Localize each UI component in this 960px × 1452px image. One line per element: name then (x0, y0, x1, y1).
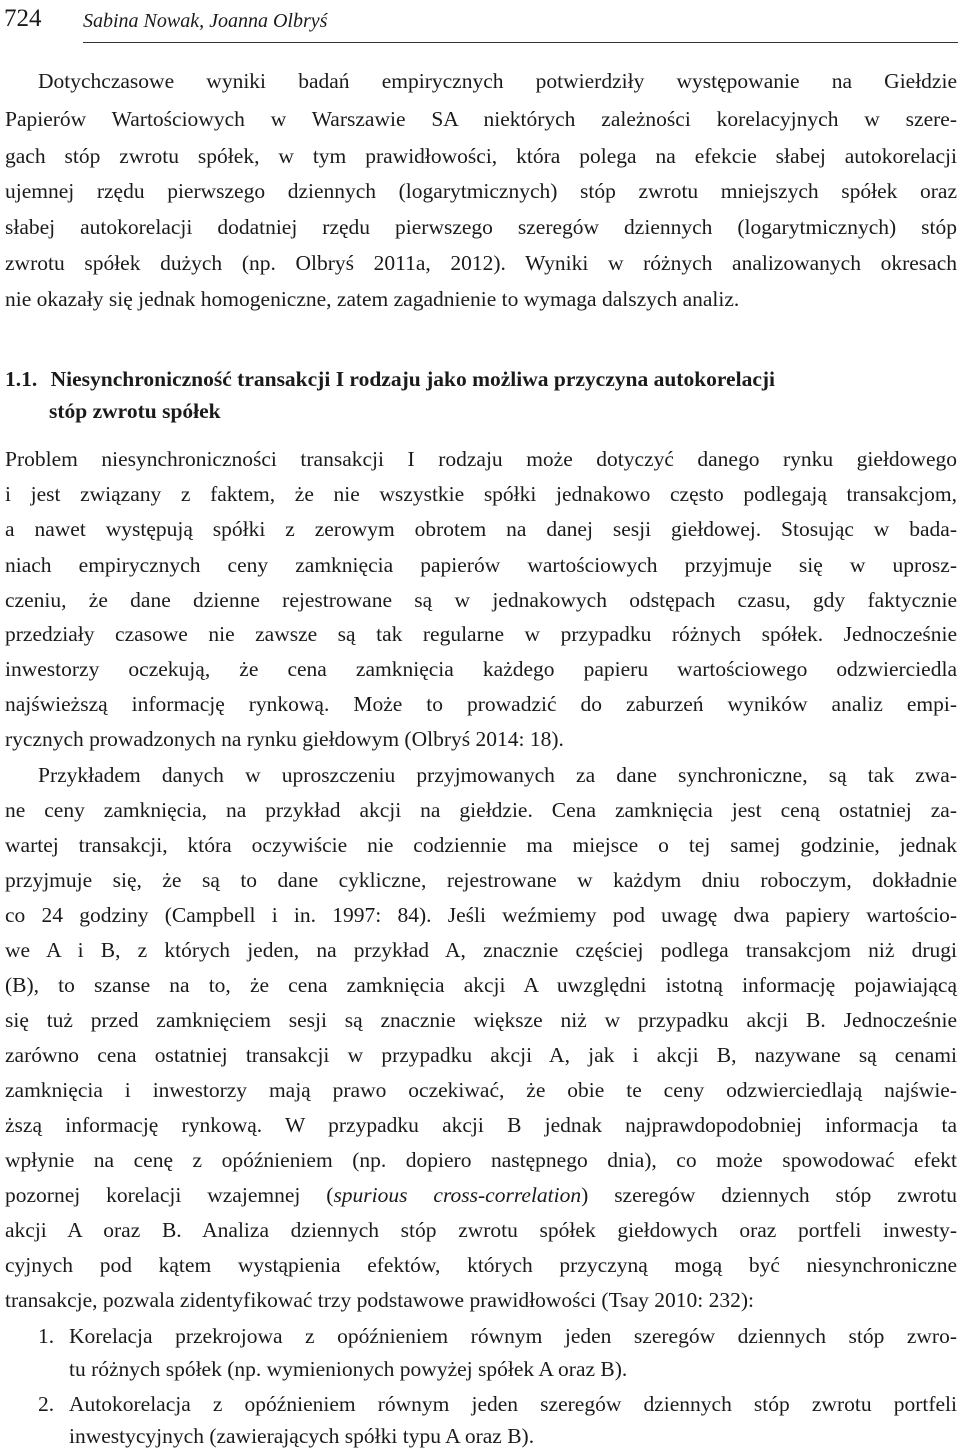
text-fragment: pozornej korelacji wzajemnej ( (5, 1183, 334, 1207)
list-item-line: Korelacja przekrojowa z opóźnieniem równym jeden szeregów dziennych stóp zwro- (69, 1324, 957, 1348)
text-line: Papierów Wartościowych w Warszawie SA niektórych zależności korelacyjnych w szere- (5, 107, 957, 131)
text-line: inwestorzy oczekują, że cena zamknięcia każdego papieru wartościowego odzwierciedla (5, 657, 957, 681)
text-line: wpłynie na cenę z opóźnieniem (np. dopiero następnego dnia), co może spowodować efekt (5, 1148, 957, 1172)
list-number: 2. (38, 1392, 55, 1416)
list-item-line: inwestycyjnych (zawierających spółki typu A oraz B). (69, 1424, 535, 1448)
section-heading-line (5, 364, 775, 394)
text-line: słabej autokorelacji dodatniej rzędu pierwszego szeregów dziennych (logarytmicznych) stóp (5, 215, 957, 239)
text-line: gach stóp zwrotu spółek, w tym prawidłowości, która polega na efekcie słabej autokorelacji (5, 144, 957, 168)
text-line: przyjmuje się, że są to dane cykliczne, rejestrowane w każdym dniu roboczym, dokładnie (5, 868, 957, 892)
text-line: najświeższą informację rynkową. Może to prowadzić do zaburzeń wyników analiz empi- (5, 692, 957, 716)
running-head (4, 2, 960, 42)
text-line: niach empirycznych ceny zamknięcia papierów wartościowych przyjmuje się w uprosz- (5, 553, 957, 577)
text-line: rycznych prowadzonych na rynku giełdowym (Olbryś 2014: 18). (5, 727, 564, 751)
running-head-authors: Sabina Nowak, Joanna Olbryś (83, 10, 328, 32)
text-line: ne ceny zamknięcia, na przykład akcji na giełdzie. Cena zamknięcia jest ceną ostatniej za- (5, 798, 957, 822)
text-line: cyjnych pod kątem wystąpienia efektów, których przyczyną mogą być niesynchroniczne (5, 1253, 957, 1277)
text-line: Dotychczasowe wyniki badań empirycznych potwierdziły występowanie na Giełdzie (38, 69, 957, 93)
text-line: czeniu, że dane dzienne rejestrowane są w jednakowych odstępach czasu, gdy faktycznie (5, 588, 957, 612)
text-line: (B), to szanse na to, że cena zamknięcia akcji A uwzględni istotną informację pojawiającą (5, 973, 957, 997)
section-title-continued: stóp zwrotu spółek (49, 399, 221, 423)
text-line: akcji A oraz B. Analiza dziennych stóp zwrotu spółek giełdowych oraz portfeli inwesty- (5, 1218, 957, 1242)
text-fragment: ) szeregów dziennych stóp zwrotu (581, 1183, 957, 1207)
text-line: Przykładem danych w uproszczeniu przyjmowanych za dane synchroniczne, są tak zwa- (38, 763, 957, 787)
text-line: przedziały czasowe nie zawsze są tak regularne w przypadku różnych spółek. Jednocześnie (5, 622, 957, 646)
text-line: zamknięcia i inwestorzy mają prawo oczekiwać, że obie te ceny odzwierciedlają najświe- (5, 1078, 957, 1102)
text-line: transakcje, pozwala zidentyfikować trzy podstawowe prawidłowości (Tsay 2010: 232): (5, 1288, 754, 1312)
section-title: Niesynchroniczność transakcji I rodzaju jako możliwa przyczyna autokorelacji (50, 367, 776, 391)
text-line: i jest związany z faktem, że nie wszystkie spółki jednakowo często podlegają transakcjom, (5, 482, 957, 506)
text-line: wartej transakcji, która oczywiście nie codziennie ma miejsce o tej samej godzinie, jednak (5, 833, 957, 857)
text-line: a nawet występują spółki z zerowym obrotem na danej sesji giełdowej. Stosując w bada- (5, 517, 957, 541)
text-line: ższą informację rynkową. W przypadku akcji B jednak najprawdopodobniej informacja ta (5, 1113, 957, 1137)
text-line: Problem niesynchroniczności transakcji I rodzaju może dotyczyć danego rynku giełdowego (5, 447, 957, 471)
italic-term: spurious cross-correlation (333, 1183, 582, 1207)
text-line-spurious (5, 1180, 957, 1210)
text-line: się tuż przed zamknięciem sesji są znacznie większe niż w przypadku akcji B. Jednocześnie (5, 1008, 957, 1032)
header-rule (83, 42, 958, 43)
list-number: 1. (38, 1324, 55, 1348)
list-item-line: tu różnych spółek (np. wymienionych powyżej spółek A oraz B). (69, 1357, 628, 1381)
text-line: nie okazały się jednak homogeniczne, zatem zagadnienie to wymaga dalszych analiz. (5, 287, 740, 311)
list-item-line: Autokorelacja z opóźnieniem równym jeden szeregów dziennych stóp zwrotu portfeli (69, 1392, 957, 1416)
text-line: zarówno cena ostatniej transakcji w przypadku akcji A, jak i akcji B, nazywane są cenami (5, 1043, 957, 1067)
text-line: co 24 godziny (Campbell i in. 1997: 84). Jeśli weźmiemy pod uwagę dwa papiery wartościo- (5, 903, 957, 927)
page-number: 724 (4, 5, 42, 32)
text-line: zwrotu spółek dużych (np. Olbryś 2011a, 2012). Wyniki w różnych analizowanych okresach (5, 251, 957, 275)
section-number: 1.1. (5, 367, 38, 391)
text-line: ujemnej rzędu pierwszego dziennych (logarytmicznych) stóp zwrotu mniejszych spółek oraz (5, 179, 957, 203)
text-line: we A i B, z których jeden, na przykład A, znacznie częściej podlega transakcjom niż drugi (5, 938, 957, 962)
